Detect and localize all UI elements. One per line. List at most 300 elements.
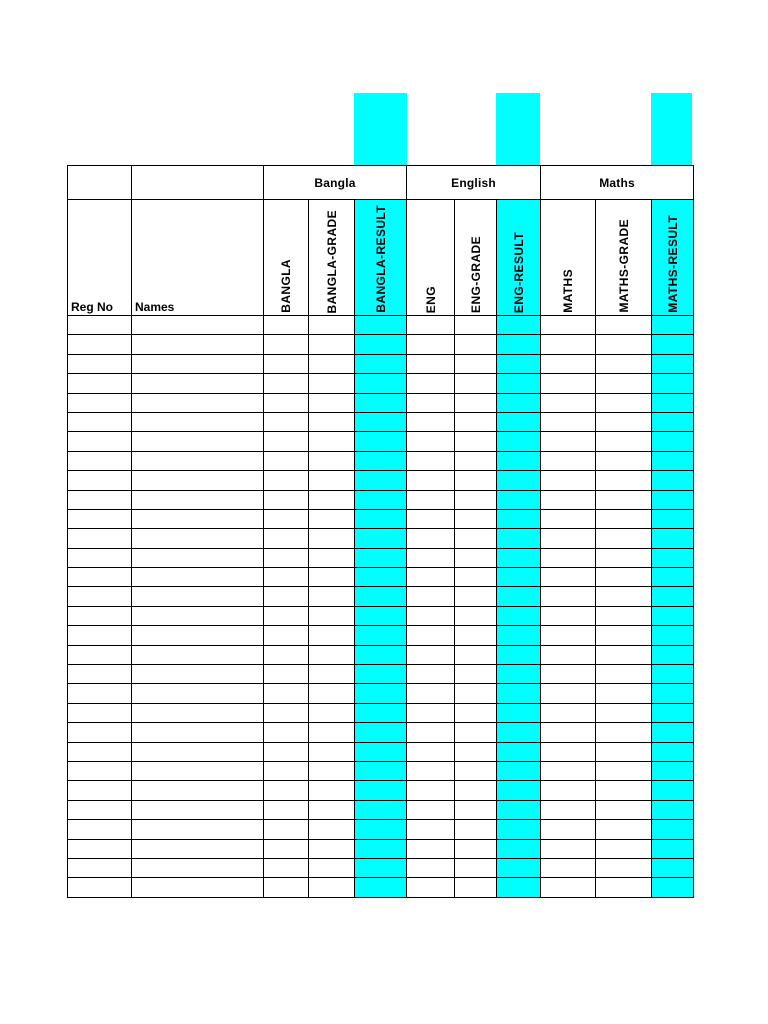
eng-cell[interactable] bbox=[407, 335, 455, 354]
eng-cell[interactable] bbox=[407, 703, 455, 722]
column-header-eng-result[interactable] bbox=[497, 200, 541, 316]
reg-no-cell[interactable] bbox=[68, 684, 132, 703]
name-cell[interactable] bbox=[132, 626, 264, 645]
bangla-result-cell[interactable] bbox=[355, 490, 407, 509]
eng-result-cell[interactable] bbox=[497, 742, 541, 761]
maths-grade-cell[interactable] bbox=[596, 742, 652, 761]
bangla-grade-cell[interactable] bbox=[309, 490, 355, 509]
group-bangla[interactable]: Bangla bbox=[264, 166, 407, 200]
reg-no-cell[interactable] bbox=[68, 548, 132, 567]
bangla-grade-cell[interactable] bbox=[309, 626, 355, 645]
bangla-cell[interactable] bbox=[264, 432, 309, 451]
name-cell[interactable] bbox=[132, 587, 264, 606]
maths-grade-cell[interactable] bbox=[596, 529, 652, 548]
name-cell[interactable] bbox=[132, 820, 264, 839]
bangla-grade-cell[interactable] bbox=[309, 432, 355, 451]
maths-cell[interactable] bbox=[541, 354, 596, 373]
eng-grade-cell[interactable] bbox=[455, 529, 497, 548]
maths-cell[interactable] bbox=[541, 665, 596, 684]
eng-result-cell[interactable] bbox=[497, 529, 541, 548]
bangla-grade-cell[interactable] bbox=[309, 587, 355, 606]
reg-no-cell[interactable] bbox=[68, 723, 132, 742]
eng-result-cell[interactable] bbox=[497, 568, 541, 587]
bangla-cell[interactable] bbox=[264, 606, 309, 625]
name-cell[interactable] bbox=[132, 471, 264, 490]
name-cell[interactable] bbox=[132, 684, 264, 703]
column-header-eng-grade[interactable] bbox=[455, 200, 497, 316]
bangla-grade-cell[interactable] bbox=[309, 684, 355, 703]
maths-result-cell[interactable] bbox=[652, 684, 694, 703]
name-cell[interactable] bbox=[132, 761, 264, 780]
group-cell-empty[interactable] bbox=[68, 166, 132, 200]
eng-cell[interactable] bbox=[407, 509, 455, 528]
maths-grade-cell[interactable] bbox=[596, 723, 652, 742]
eng-result-cell[interactable] bbox=[497, 684, 541, 703]
eng-cell[interactable] bbox=[407, 839, 455, 858]
maths-grade-cell[interactable] bbox=[596, 490, 652, 509]
bangla-result-cell[interactable] bbox=[355, 606, 407, 625]
eng-grade-cell[interactable] bbox=[455, 354, 497, 373]
maths-result-cell[interactable] bbox=[652, 606, 694, 625]
maths-grade-cell[interactable] bbox=[596, 703, 652, 722]
maths-result-cell[interactable] bbox=[652, 781, 694, 800]
name-cell[interactable] bbox=[132, 781, 264, 800]
eng-cell[interactable] bbox=[407, 800, 455, 819]
reg-no-cell[interactable] bbox=[68, 393, 132, 412]
maths-grade-cell[interactable] bbox=[596, 839, 652, 858]
bangla-grade-cell[interactable] bbox=[309, 509, 355, 528]
eng-result-cell[interactable] bbox=[497, 471, 541, 490]
eng-grade-cell[interactable] bbox=[455, 568, 497, 587]
maths-result-cell[interactable] bbox=[652, 393, 694, 412]
eng-grade-cell[interactable] bbox=[455, 587, 497, 606]
eng-result-cell[interactable] bbox=[497, 393, 541, 412]
bangla-cell[interactable] bbox=[264, 839, 309, 858]
eng-cell[interactable] bbox=[407, 316, 455, 335]
maths-cell[interactable] bbox=[541, 800, 596, 819]
eng-grade-cell[interactable] bbox=[455, 451, 497, 470]
bangla-result-cell[interactable] bbox=[355, 587, 407, 606]
bangla-grade-cell[interactable] bbox=[309, 761, 355, 780]
group-maths[interactable]: Maths bbox=[541, 166, 694, 200]
bangla-cell[interactable] bbox=[264, 703, 309, 722]
eng-result-cell[interactable] bbox=[497, 703, 541, 722]
eng-cell[interactable] bbox=[407, 587, 455, 606]
bangla-result-cell[interactable] bbox=[355, 781, 407, 800]
eng-result-cell[interactable] bbox=[497, 839, 541, 858]
reg-no-cell[interactable] bbox=[68, 335, 132, 354]
bangla-result-cell[interactable] bbox=[355, 509, 407, 528]
eng-grade-cell[interactable] bbox=[455, 645, 497, 664]
name-cell[interactable] bbox=[132, 703, 264, 722]
maths-cell[interactable] bbox=[541, 858, 596, 877]
bangla-grade-cell[interactable] bbox=[309, 839, 355, 858]
maths-result-cell[interactable] bbox=[652, 509, 694, 528]
maths-grade-cell[interactable] bbox=[596, 568, 652, 587]
maths-cell[interactable] bbox=[541, 316, 596, 335]
reg-no-cell[interactable] bbox=[68, 839, 132, 858]
bangla-grade-cell[interactable] bbox=[309, 665, 355, 684]
eng-cell[interactable] bbox=[407, 878, 455, 897]
bangla-grade-cell[interactable] bbox=[309, 858, 355, 877]
maths-cell[interactable] bbox=[541, 471, 596, 490]
maths-cell[interactable] bbox=[541, 684, 596, 703]
column-header-bangla[interactable] bbox=[264, 200, 309, 316]
bangla-result-cell[interactable] bbox=[355, 548, 407, 567]
reg-no-cell[interactable] bbox=[68, 820, 132, 839]
eng-result-cell[interactable] bbox=[497, 723, 541, 742]
eng-result-cell[interactable] bbox=[497, 606, 541, 625]
reg-no-cell[interactable] bbox=[68, 742, 132, 761]
eng-grade-cell[interactable] bbox=[455, 471, 497, 490]
name-cell[interactable] bbox=[132, 412, 264, 431]
eng-result-cell[interactable] bbox=[497, 587, 541, 606]
bangla-cell[interactable] bbox=[264, 587, 309, 606]
maths-result-cell[interactable] bbox=[652, 451, 694, 470]
maths-cell[interactable] bbox=[541, 432, 596, 451]
name-cell[interactable] bbox=[132, 645, 264, 664]
bangla-result-cell[interactable] bbox=[355, 451, 407, 470]
bangla-grade-cell[interactable] bbox=[309, 606, 355, 625]
reg-no-cell[interactable] bbox=[68, 587, 132, 606]
bangla-result-cell[interactable] bbox=[355, 839, 407, 858]
reg-no-cell[interactable] bbox=[68, 858, 132, 877]
eng-result-cell[interactable] bbox=[497, 626, 541, 645]
eng-result-cell[interactable] bbox=[497, 509, 541, 528]
maths-grade-cell[interactable] bbox=[596, 761, 652, 780]
maths-grade-cell[interactable] bbox=[596, 626, 652, 645]
name-cell[interactable] bbox=[132, 393, 264, 412]
bangla-result-cell[interactable] bbox=[355, 820, 407, 839]
reg-no-cell[interactable] bbox=[68, 800, 132, 819]
bangla-cell[interactable] bbox=[264, 335, 309, 354]
maths-grade-cell[interactable] bbox=[596, 316, 652, 335]
maths-result-cell[interactable] bbox=[652, 703, 694, 722]
maths-cell[interactable] bbox=[541, 820, 596, 839]
eng-grade-cell[interactable] bbox=[455, 684, 497, 703]
reg-no-cell[interactable] bbox=[68, 878, 132, 897]
bangla-grade-cell[interactable] bbox=[309, 742, 355, 761]
bangla-cell[interactable] bbox=[264, 820, 309, 839]
eng-result-cell[interactable] bbox=[497, 432, 541, 451]
maths-result-cell[interactable] bbox=[652, 432, 694, 451]
bangla-grade-cell[interactable] bbox=[309, 412, 355, 431]
maths-result-cell[interactable] bbox=[652, 316, 694, 335]
maths-grade-cell[interactable] bbox=[596, 451, 652, 470]
bangla-grade-cell[interactable] bbox=[309, 529, 355, 548]
reg-no-cell[interactable] bbox=[68, 412, 132, 431]
maths-result-cell[interactable] bbox=[652, 820, 694, 839]
eng-grade-cell[interactable] bbox=[455, 316, 497, 335]
bangla-grade-cell[interactable] bbox=[309, 451, 355, 470]
bangla-cell[interactable] bbox=[264, 723, 309, 742]
eng-grade-cell[interactable] bbox=[455, 665, 497, 684]
bangla-grade-cell[interactable] bbox=[309, 878, 355, 897]
eng-cell[interactable] bbox=[407, 626, 455, 645]
bangla-result-cell[interactable] bbox=[355, 354, 407, 373]
maths-grade-cell[interactable] bbox=[596, 800, 652, 819]
maths-grade-cell[interactable] bbox=[596, 606, 652, 625]
maths-cell[interactable] bbox=[541, 451, 596, 470]
bangla-cell[interactable] bbox=[264, 471, 309, 490]
bangla-result-cell[interactable] bbox=[355, 568, 407, 587]
bangla-cell[interactable] bbox=[264, 393, 309, 412]
eng-grade-cell[interactable] bbox=[455, 742, 497, 761]
maths-cell[interactable] bbox=[541, 878, 596, 897]
eng-result-cell[interactable] bbox=[497, 451, 541, 470]
maths-grade-cell[interactable] bbox=[596, 471, 652, 490]
bangla-cell[interactable] bbox=[264, 316, 309, 335]
bangla-result-cell[interactable] bbox=[355, 316, 407, 335]
bangla-cell[interactable] bbox=[264, 742, 309, 761]
maths-grade-cell[interactable] bbox=[596, 684, 652, 703]
maths-cell[interactable] bbox=[541, 723, 596, 742]
eng-grade-cell[interactable] bbox=[455, 374, 497, 393]
bangla-cell[interactable] bbox=[264, 665, 309, 684]
maths-grade-cell[interactable] bbox=[596, 335, 652, 354]
maths-cell[interactable] bbox=[541, 761, 596, 780]
name-cell[interactable] bbox=[132, 316, 264, 335]
reg-no-cell[interactable] bbox=[68, 374, 132, 393]
bangla-grade-cell[interactable] bbox=[309, 800, 355, 819]
eng-cell[interactable] bbox=[407, 665, 455, 684]
maths-cell[interactable] bbox=[541, 781, 596, 800]
eng-cell[interactable] bbox=[407, 684, 455, 703]
reg-no-cell[interactable] bbox=[68, 703, 132, 722]
bangla-cell[interactable] bbox=[264, 451, 309, 470]
eng-grade-cell[interactable] bbox=[455, 723, 497, 742]
bangla-result-cell[interactable] bbox=[355, 471, 407, 490]
bangla-result-cell[interactable] bbox=[355, 645, 407, 664]
maths-cell[interactable] bbox=[541, 587, 596, 606]
eng-result-cell[interactable] bbox=[497, 335, 541, 354]
bangla-grade-cell[interactable] bbox=[309, 548, 355, 567]
bangla-cell[interactable] bbox=[264, 354, 309, 373]
maths-result-cell[interactable] bbox=[652, 548, 694, 567]
eng-cell[interactable] bbox=[407, 471, 455, 490]
maths-grade-cell[interactable] bbox=[596, 858, 652, 877]
maths-grade-cell[interactable] bbox=[596, 548, 652, 567]
eng-grade-cell[interactable] bbox=[455, 626, 497, 645]
name-cell[interactable] bbox=[132, 800, 264, 819]
name-cell[interactable] bbox=[132, 354, 264, 373]
bangla-grade-cell[interactable] bbox=[309, 645, 355, 664]
bangla-cell[interactable] bbox=[264, 626, 309, 645]
eng-result-cell[interactable] bbox=[497, 548, 541, 567]
maths-grade-cell[interactable] bbox=[596, 878, 652, 897]
name-cell[interactable] bbox=[132, 451, 264, 470]
maths-result-cell[interactable] bbox=[652, 587, 694, 606]
eng-result-cell[interactable] bbox=[497, 858, 541, 877]
bangla-result-cell[interactable] bbox=[355, 703, 407, 722]
eng-cell[interactable] bbox=[407, 723, 455, 742]
bangla-cell[interactable] bbox=[264, 684, 309, 703]
maths-result-cell[interactable] bbox=[652, 665, 694, 684]
bangla-grade-cell[interactable] bbox=[309, 568, 355, 587]
eng-cell[interactable] bbox=[407, 529, 455, 548]
bangla-result-cell[interactable] bbox=[355, 529, 407, 548]
eng-cell[interactable] bbox=[407, 432, 455, 451]
eng-cell[interactable] bbox=[407, 858, 455, 877]
maths-grade-cell[interactable] bbox=[596, 374, 652, 393]
bangla-cell[interactable] bbox=[264, 490, 309, 509]
maths-result-cell[interactable] bbox=[652, 858, 694, 877]
bangla-cell[interactable] bbox=[264, 509, 309, 528]
reg-no-cell[interactable] bbox=[68, 568, 132, 587]
eng-grade-cell[interactable] bbox=[455, 509, 497, 528]
maths-cell[interactable] bbox=[541, 742, 596, 761]
reg-no-cell[interactable] bbox=[68, 509, 132, 528]
maths-cell[interactable] bbox=[541, 374, 596, 393]
maths-result-cell[interactable] bbox=[652, 471, 694, 490]
bangla-result-cell[interactable] bbox=[355, 626, 407, 645]
maths-cell[interactable] bbox=[541, 529, 596, 548]
eng-grade-cell[interactable] bbox=[455, 490, 497, 509]
reg-no-cell[interactable] bbox=[68, 354, 132, 373]
bangla-result-cell[interactable] bbox=[355, 723, 407, 742]
eng-cell[interactable] bbox=[407, 490, 455, 509]
bangla-grade-cell[interactable] bbox=[309, 335, 355, 354]
maths-grade-cell[interactable] bbox=[596, 645, 652, 664]
bangla-grade-cell[interactable] bbox=[309, 781, 355, 800]
bangla-result-cell[interactable] bbox=[355, 374, 407, 393]
name-cell[interactable] bbox=[132, 548, 264, 567]
reg-no-cell[interactable] bbox=[68, 781, 132, 800]
maths-result-cell[interactable] bbox=[652, 412, 694, 431]
reg-no-cell[interactable] bbox=[68, 626, 132, 645]
bangla-result-cell[interactable] bbox=[355, 800, 407, 819]
eng-cell[interactable] bbox=[407, 761, 455, 780]
name-cell[interactable] bbox=[132, 665, 264, 684]
name-cell[interactable] bbox=[132, 839, 264, 858]
name-cell[interactable] bbox=[132, 335, 264, 354]
maths-cell[interactable] bbox=[541, 393, 596, 412]
column-header-maths[interactable] bbox=[541, 200, 596, 316]
eng-grade-cell[interactable] bbox=[455, 820, 497, 839]
column-header-bangla-result[interactable] bbox=[355, 200, 407, 316]
bangla-cell[interactable] bbox=[264, 878, 309, 897]
eng-cell[interactable] bbox=[407, 742, 455, 761]
name-cell[interactable] bbox=[132, 742, 264, 761]
bangla-result-cell[interactable] bbox=[355, 393, 407, 412]
bangla-cell[interactable] bbox=[264, 412, 309, 431]
maths-grade-cell[interactable] bbox=[596, 432, 652, 451]
bangla-grade-cell[interactable] bbox=[309, 374, 355, 393]
name-cell[interactable] bbox=[132, 509, 264, 528]
maths-result-cell[interactable] bbox=[652, 761, 694, 780]
name-cell[interactable] bbox=[132, 529, 264, 548]
eng-result-cell[interactable] bbox=[497, 374, 541, 393]
bangla-result-cell[interactable] bbox=[355, 684, 407, 703]
bangla-cell[interactable] bbox=[264, 800, 309, 819]
bangla-cell[interactable] bbox=[264, 529, 309, 548]
reg-no-cell[interactable] bbox=[68, 316, 132, 335]
eng-grade-cell[interactable] bbox=[455, 393, 497, 412]
name-cell[interactable] bbox=[132, 490, 264, 509]
eng-result-cell[interactable] bbox=[497, 645, 541, 664]
names-header[interactable]: Names bbox=[132, 200, 264, 316]
maths-cell[interactable] bbox=[541, 839, 596, 858]
eng-result-cell[interactable] bbox=[497, 665, 541, 684]
eng-cell[interactable] bbox=[407, 820, 455, 839]
eng-grade-cell[interactable] bbox=[455, 548, 497, 567]
bangla-result-cell[interactable] bbox=[355, 665, 407, 684]
maths-grade-cell[interactable] bbox=[596, 781, 652, 800]
maths-result-cell[interactable] bbox=[652, 529, 694, 548]
eng-cell[interactable] bbox=[407, 412, 455, 431]
name-cell[interactable] bbox=[132, 568, 264, 587]
bangla-result-cell[interactable] bbox=[355, 432, 407, 451]
bangla-cell[interactable] bbox=[264, 568, 309, 587]
eng-grade-cell[interactable] bbox=[455, 335, 497, 354]
reg-no-cell[interactable] bbox=[68, 645, 132, 664]
reg-no-cell[interactable] bbox=[68, 471, 132, 490]
bangla-result-cell[interactable] bbox=[355, 761, 407, 780]
eng-result-cell[interactable] bbox=[497, 354, 541, 373]
reg-no-cell[interactable] bbox=[68, 606, 132, 625]
group-cell-empty[interactable] bbox=[132, 166, 264, 200]
eng-cell[interactable] bbox=[407, 354, 455, 373]
bangla-grade-cell[interactable] bbox=[309, 471, 355, 490]
maths-cell[interactable] bbox=[541, 509, 596, 528]
maths-cell[interactable] bbox=[541, 548, 596, 567]
bangla-grade-cell[interactable] bbox=[309, 393, 355, 412]
name-cell[interactable] bbox=[132, 723, 264, 742]
maths-grade-cell[interactable] bbox=[596, 509, 652, 528]
column-header-eng[interactable] bbox=[407, 200, 455, 316]
eng-result-cell[interactable] bbox=[497, 412, 541, 431]
name-cell[interactable] bbox=[132, 878, 264, 897]
eng-result-cell[interactable] bbox=[497, 820, 541, 839]
eng-cell[interactable] bbox=[407, 548, 455, 567]
eng-grade-cell[interactable] bbox=[455, 412, 497, 431]
column-header-maths-grade[interactable] bbox=[596, 200, 652, 316]
bangla-grade-cell[interactable] bbox=[309, 354, 355, 373]
eng-result-cell[interactable] bbox=[497, 800, 541, 819]
eng-result-cell[interactable] bbox=[497, 761, 541, 780]
maths-result-cell[interactable] bbox=[652, 800, 694, 819]
maths-result-cell[interactable] bbox=[652, 568, 694, 587]
maths-grade-cell[interactable] bbox=[596, 412, 652, 431]
maths-result-cell[interactable] bbox=[652, 723, 694, 742]
maths-result-cell[interactable] bbox=[652, 742, 694, 761]
eng-grade-cell[interactable] bbox=[455, 703, 497, 722]
maths-result-cell[interactable] bbox=[652, 354, 694, 373]
reg-no-cell[interactable] bbox=[68, 432, 132, 451]
bangla-result-cell[interactable] bbox=[355, 858, 407, 877]
maths-cell[interactable] bbox=[541, 490, 596, 509]
eng-result-cell[interactable] bbox=[497, 490, 541, 509]
maths-cell[interactable] bbox=[541, 568, 596, 587]
name-cell[interactable] bbox=[132, 858, 264, 877]
maths-cell[interactable] bbox=[541, 606, 596, 625]
bangla-grade-cell[interactable] bbox=[309, 316, 355, 335]
eng-cell[interactable] bbox=[407, 645, 455, 664]
eng-grade-cell[interactable] bbox=[455, 432, 497, 451]
maths-grade-cell[interactable] bbox=[596, 354, 652, 373]
bangla-cell[interactable] bbox=[264, 781, 309, 800]
maths-grade-cell[interactable] bbox=[596, 665, 652, 684]
maths-grade-cell[interactable] bbox=[596, 393, 652, 412]
reg-no-cell[interactable] bbox=[68, 490, 132, 509]
eng-grade-cell[interactable] bbox=[455, 800, 497, 819]
name-cell[interactable] bbox=[132, 606, 264, 625]
maths-result-cell[interactable] bbox=[652, 839, 694, 858]
column-header-bangla-grade[interactable] bbox=[309, 200, 355, 316]
eng-grade-cell[interactable] bbox=[455, 606, 497, 625]
maths-result-cell[interactable] bbox=[652, 490, 694, 509]
eng-result-cell[interactable] bbox=[497, 316, 541, 335]
